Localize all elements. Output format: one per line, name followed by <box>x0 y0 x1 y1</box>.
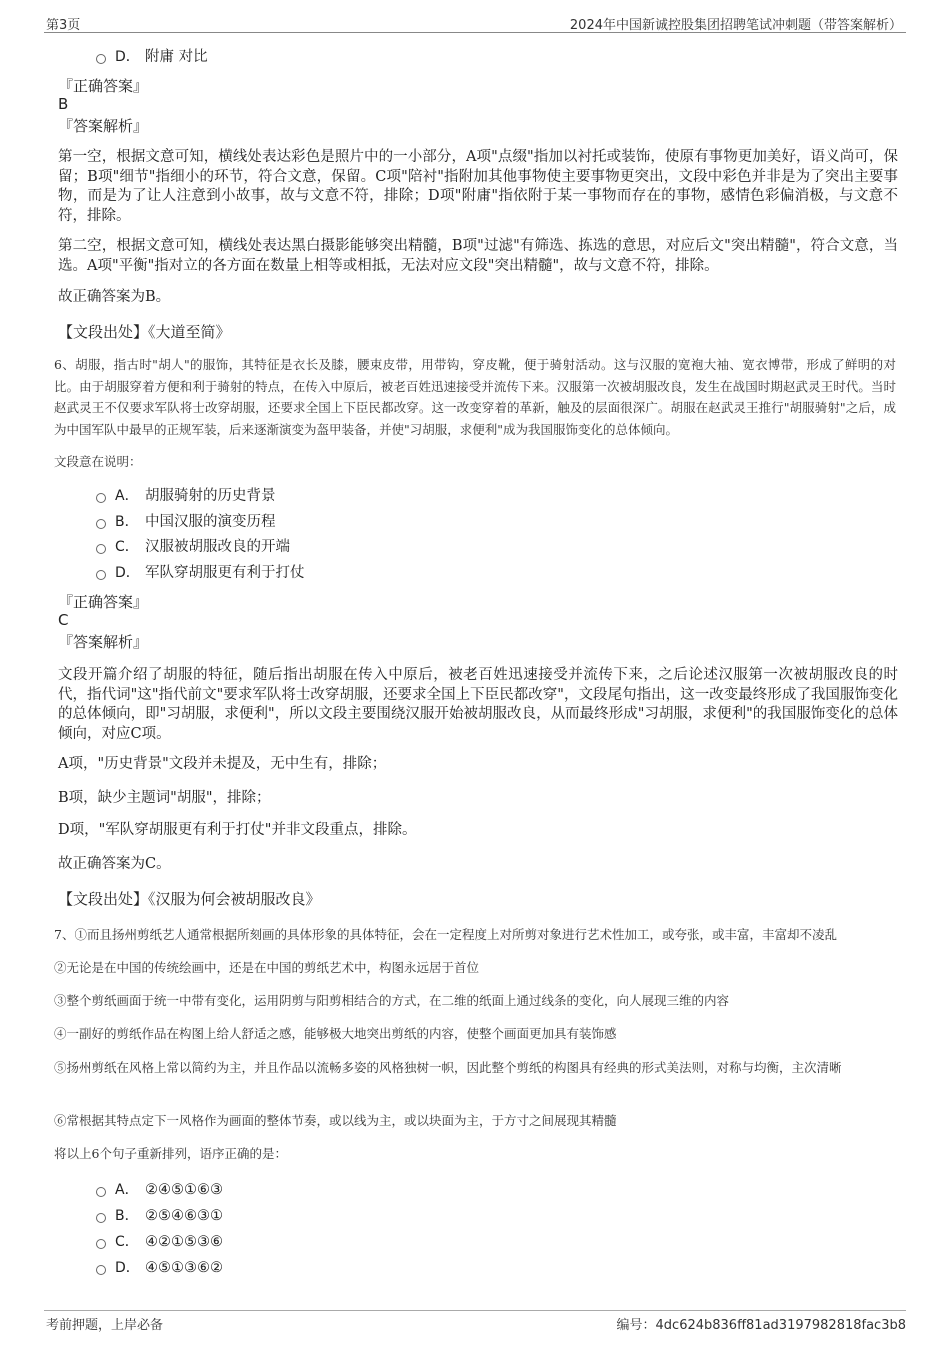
q7-sentence-5: ⑤扬州剪纸在风格上常以简约为主，并且作品以流畅多姿的风格独树一帜，因此整个剪纸的构图具有经典的形式美法则，对称与均衡，主次清晰 <box>54 1060 842 1075</box>
q6-option-c[interactable] <box>96 537 290 557</box>
code-value: 4dc624b836ff81ad3197982818fac3b8 <box>655 1318 906 1333</box>
radio-icon[interactable] <box>96 1265 106 1275</box>
option-text: ④②①⑤③⑥ <box>145 1234 223 1250</box>
q5-analysis-label: 『答案解析』 <box>58 117 149 135</box>
q7-option-c[interactable] <box>96 1232 223 1252</box>
q5-analysis-para-2: 第二空，根据文意可知，横线处表达黑白摄影能够突出精髓，B项"过滤"有筛选、拣选的意思，对应后文"突出精髓"，符合文意，当选。A项"平衡"指对立的各方面在数量上相等或相抵，无法对应文段"突出精髓"，故与文意不符，排除。 <box>58 238 898 274</box>
page-header <box>44 14 906 32</box>
option-letter: D． <box>115 1260 140 1276</box>
option-letter: A． <box>115 488 139 504</box>
option-text: ②④⑤①⑥③ <box>145 1182 223 1198</box>
page-number: 第3页 <box>46 18 81 33</box>
q5-source: 【文段出处】《大道至简》 <box>58 323 231 341</box>
option-letter: B． <box>115 1208 139 1224</box>
radio-icon[interactable] <box>96 570 106 580</box>
option-letter: C． <box>115 539 139 555</box>
option-text: ②⑤④⑥③① <box>145 1208 223 1224</box>
option-text: 军队穿胡服更有利于打仗 <box>145 565 305 581</box>
q6-analysis-label: 『答案解析』 <box>58 633 149 651</box>
q6-option-d[interactable] <box>96 563 305 583</box>
radio-icon[interactable] <box>96 544 106 554</box>
option-letter: C． <box>115 1234 139 1250</box>
q6-analysis-para-1: 文段开篇介绍了胡服的特征，随后指出胡服在传入中原后，被老百姓迅速接受并流传下来，之后论述汉服第一次被胡服改良的时代，指代词"这"指代前文"要求军队将士改穿胡服，还要求全国上下臣民都改穿"，文段尾句指出，这一改变最终形成了我国服饰变化的总体倾向，即"习胡服，求便利"，所以文段主要围绕汉服开始被胡服改良，从而最终形成"习胡服，求便利"的我国服饰变化的总体倾向，对应C项。 <box>58 667 898 742</box>
footer-divider <box>44 1310 906 1311</box>
q7-sentence-2: ②无论是在中国的传统绘画中，还是在中国的剪纸艺术中，构图永远居于首位 <box>54 960 480 975</box>
option-text: 中国汉服的演变历程 <box>145 514 276 530</box>
q6-analysis-conclusion: 故正确答案为C。 <box>58 856 171 872</box>
q6-analysis-a: A项，"历史背景"文段并未提及，无中生有，排除； <box>58 756 387 772</box>
q6-analysis-b: B项，缺少主题词"胡服"，排除； <box>58 790 271 806</box>
radio-icon[interactable] <box>96 1187 106 1197</box>
option-letter: B． <box>115 514 139 530</box>
q7-option-a[interactable] <box>96 1180 223 1200</box>
option-text: ④⑤①③⑥② <box>145 1260 223 1276</box>
q6-answer: C <box>58 611 69 629</box>
option-text: 汉服被胡服改良的开端 <box>145 539 290 555</box>
q5-answer: B <box>58 95 69 113</box>
option-letter: D． <box>115 49 140 65</box>
code-label: 编号： <box>616 1318 656 1333</box>
option-letter: D． <box>115 565 140 581</box>
q5-answer-label: 『正确答案』 <box>58 77 149 95</box>
radio-icon[interactable] <box>96 54 106 64</box>
q7-option-b[interactable] <box>96 1206 223 1226</box>
q7-option-d[interactable] <box>96 1258 223 1278</box>
q7-sentence-4: ④一副好的剪纸作品在构图上给人舒适之感，能够极大地突出剪纸的内容，使整个画面更加具有装饰感 <box>54 1026 617 1041</box>
q7-sentence-6: ⑥常根据其特点定下一风格作为画面的整体节奏，或以线为主，或以块面为主，于方寸之间展现其精髓 <box>54 1113 617 1128</box>
q6-option-a[interactable] <box>96 486 276 506</box>
radio-icon[interactable] <box>96 1239 106 1249</box>
q7-prompt: 将以上6个句子重新排列，语序正确的是： <box>54 1146 287 1161</box>
radio-icon[interactable] <box>96 493 106 503</box>
footer-slogan: 考前押题，上岸必备 <box>46 1318 164 1333</box>
q6-analysis-d: D项，"军队穿胡服更有利于打仗"并非文段重点，排除。 <box>58 822 417 838</box>
q5-analysis-para-1: 第一空，根据文意可知，横线处表达彩色是照片中的一小部分，A项"点缀"指加以衬托或装饰，使原有事物更加美好，语义尚可，保留；B项"细节"指细小的环节，符合文意，保留。C项"陪衬"指附加其他事物使主要事物更突出，文段中彩色并非是为了突出主要事物，而是为了让人注意到小故事，故与文意不符，排除；D项"附庸"指依附于某一事物而存在的事物，感情色彩偏消极，与文意不符，排除。 <box>58 149 898 224</box>
radio-icon[interactable] <box>96 1213 106 1223</box>
q5-option-d[interactable] <box>96 47 208 67</box>
q7-sentence-1: 7、①而且扬州剪纸艺人通常根据所刻画的具体形象的具体特征，会在一定程度上对所剪对象进行艺术性加工，或夸张，或丰富，丰富却不凌乱 <box>54 927 837 942</box>
option-text: 附庸 对比 <box>145 49 208 65</box>
header-divider <box>44 32 906 33</box>
q6-source: 【文段出处】《汉服为何会被胡服改良》 <box>58 890 321 908</box>
document-code <box>617 1314 906 1333</box>
option-text: 胡服骑射的历史背景 <box>145 488 276 504</box>
q6-stem: 6、胡服，指古时"胡人"的服饰，其特征是衣长及膝，腰束皮带，用带钩，穿皮靴，便于骑射活动。这与汉服的宽袍大袖、宽衣博带，形成了鲜明的对比。由于胡服穿着方便和利于骑射的特点，在传入中原后，被老百姓迅速接受并流传下来。汉服第一次被胡服改良，发生在战国时期赵武灵王时代。当时赵武灵王不仅要求军队将士改穿胡服，还要求全国上下臣民都改穿。这一改变穿着的革新，触及的层面很深广。胡服在赵武灵王推行"胡服骑射"之后，成为中国军队中最早的正规军装，后来逐渐演变为盔甲装备，并使"习胡服，求便利"成为我国服饰变化的总体倾向。 <box>54 357 896 437</box>
q6-option-b[interactable] <box>96 512 276 532</box>
q6-prompt: 文段意在说明： <box>54 454 142 469</box>
q5-analysis-conclusion: 故正确答案为B。 <box>58 289 171 305</box>
q6-answer-label: 『正确答案』 <box>58 593 149 611</box>
q7-sentence-3: ③整个剪纸画面于统一中带有变化，运用阴剪与阳剪相结合的方式，在二维的纸面上通过线条的变化，向人展现三维的内容 <box>54 993 730 1008</box>
option-letter: A． <box>115 1182 139 1198</box>
radio-icon[interactable] <box>96 519 106 529</box>
document-title: 2024年中国新诚控股集团招聘笔试冲刺题（带答案解析） <box>569 18 902 33</box>
